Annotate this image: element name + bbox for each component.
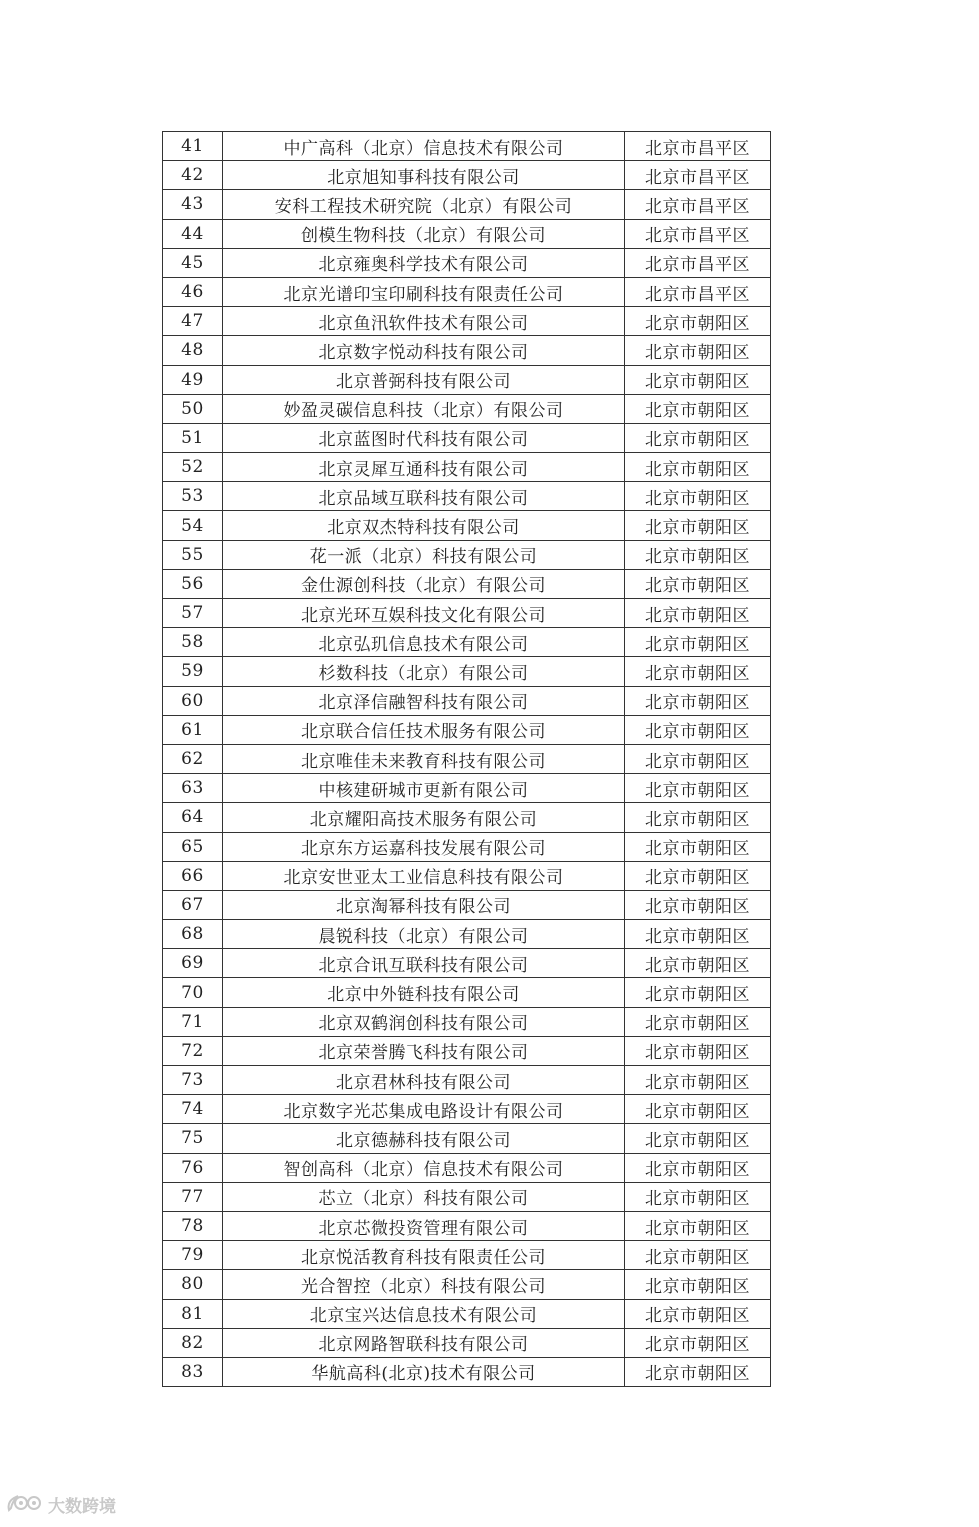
company-name: 北京灵犀互通科技有限公司 bbox=[223, 453, 625, 482]
row-number: 60 bbox=[163, 686, 223, 715]
district: 北京市朝阳区 bbox=[625, 365, 771, 394]
district: 北京市朝阳区 bbox=[625, 1241, 771, 1270]
district: 北京市朝阳区 bbox=[625, 1124, 771, 1153]
company-name: 北京耀阳高技术服务有限公司 bbox=[223, 803, 625, 832]
table-row bbox=[163, 365, 771, 394]
district: 北京市朝阳区 bbox=[625, 1299, 771, 1328]
district: 北京市朝阳区 bbox=[625, 628, 771, 657]
weibo-logo-icon bbox=[6, 1494, 44, 1516]
district: 北京市昌平区 bbox=[625, 190, 771, 219]
table-row bbox=[163, 1241, 771, 1270]
table-row bbox=[163, 219, 771, 248]
district: 北京市朝阳区 bbox=[625, 1211, 771, 1240]
company-name: 智创高科（北京）信息技术有限公司 bbox=[223, 1153, 625, 1182]
district: 北京市朝阳区 bbox=[625, 1357, 771, 1386]
row-number: 41 bbox=[163, 132, 223, 161]
district: 北京市昌平区 bbox=[625, 219, 771, 248]
company-name: 晨锐科技（北京）有限公司 bbox=[223, 920, 625, 949]
row-number: 82 bbox=[163, 1328, 223, 1357]
company-name: 北京唯佳未来教育科技有限公司 bbox=[223, 744, 625, 773]
row-number: 43 bbox=[163, 190, 223, 219]
district: 北京市朝阳区 bbox=[625, 686, 771, 715]
district: 北京市朝阳区 bbox=[625, 1153, 771, 1182]
row-number: 61 bbox=[163, 715, 223, 744]
table-row bbox=[163, 423, 771, 452]
company-name: 金仕源创科技（北京）有限公司 bbox=[223, 569, 625, 598]
table-row bbox=[163, 686, 771, 715]
company-name: 北京德赫科技有限公司 bbox=[223, 1124, 625, 1153]
district: 北京市朝阳区 bbox=[625, 482, 771, 511]
district: 北京市朝阳区 bbox=[625, 1182, 771, 1211]
table-row bbox=[163, 657, 771, 686]
row-number: 54 bbox=[163, 511, 223, 540]
district: 北京市朝阳区 bbox=[625, 569, 771, 598]
row-number: 77 bbox=[163, 1182, 223, 1211]
row-number: 51 bbox=[163, 423, 223, 452]
row-number: 53 bbox=[163, 482, 223, 511]
row-number: 50 bbox=[163, 394, 223, 423]
district: 北京市朝阳区 bbox=[625, 978, 771, 1007]
company-name: 北京光环互娱科技文化有限公司 bbox=[223, 599, 625, 628]
table-row bbox=[163, 1211, 771, 1240]
table-row bbox=[163, 978, 771, 1007]
table-row bbox=[163, 744, 771, 773]
table-row bbox=[163, 803, 771, 832]
row-number: 69 bbox=[163, 949, 223, 978]
company-name: 北京泽信融智科技有限公司 bbox=[223, 686, 625, 715]
table-row bbox=[163, 890, 771, 919]
company-table-body bbox=[163, 132, 771, 1387]
row-number: 71 bbox=[163, 1007, 223, 1036]
district: 北京市昌平区 bbox=[625, 248, 771, 277]
company-name: 北京蓝图时代科技有限公司 bbox=[223, 423, 625, 452]
district: 北京市朝阳区 bbox=[625, 861, 771, 890]
row-number: 49 bbox=[163, 365, 223, 394]
row-number: 63 bbox=[163, 774, 223, 803]
district: 北京市朝阳区 bbox=[625, 394, 771, 423]
company-name: 北京联合信任技术服务有限公司 bbox=[223, 715, 625, 744]
company-name: 北京雍奥科学技术有限公司 bbox=[223, 248, 625, 277]
table-row bbox=[163, 774, 771, 803]
district: 北京市朝阳区 bbox=[625, 803, 771, 832]
company-name: 北京宝兴达信息技术有限公司 bbox=[223, 1299, 625, 1328]
table-row bbox=[163, 540, 771, 569]
row-number: 68 bbox=[163, 920, 223, 949]
company-name: 北京合讯互联科技有限公司 bbox=[223, 949, 625, 978]
company-name: 北京网路智联科技有限公司 bbox=[223, 1328, 625, 1357]
district: 北京市朝阳区 bbox=[625, 920, 771, 949]
company-name: 北京荣誉腾飞科技有限公司 bbox=[223, 1036, 625, 1065]
company-name: 北京普弼科技有限公司 bbox=[223, 365, 625, 394]
table-row bbox=[163, 949, 771, 978]
company-name: 北京弘玑信息技术有限公司 bbox=[223, 628, 625, 657]
table-row bbox=[163, 190, 771, 219]
table-row bbox=[163, 277, 771, 306]
district: 北京市朝阳区 bbox=[625, 1036, 771, 1065]
row-number: 73 bbox=[163, 1066, 223, 1095]
row-number: 56 bbox=[163, 569, 223, 598]
table-row bbox=[163, 628, 771, 657]
table-row bbox=[163, 161, 771, 190]
company-name: 北京安世亚太工业信息科技有限公司 bbox=[223, 861, 625, 890]
row-number: 42 bbox=[163, 161, 223, 190]
row-number: 44 bbox=[163, 219, 223, 248]
row-number: 62 bbox=[163, 744, 223, 773]
table-row bbox=[163, 1095, 771, 1124]
company-name: 华航高科(北京)技术有限公司 bbox=[223, 1357, 625, 1386]
district: 北京市昌平区 bbox=[625, 161, 771, 190]
row-number: 64 bbox=[163, 803, 223, 832]
table-row bbox=[163, 1270, 771, 1299]
row-number: 72 bbox=[163, 1036, 223, 1065]
company-name: 中广高科（北京）信息技术有限公司 bbox=[223, 132, 625, 161]
company-name: 北京中外链科技有限公司 bbox=[223, 978, 625, 1007]
row-number: 81 bbox=[163, 1299, 223, 1328]
table-row bbox=[163, 1182, 771, 1211]
table-row bbox=[163, 1299, 771, 1328]
company-name: 妙盈灵碳信息科技（北京）有限公司 bbox=[223, 394, 625, 423]
row-number: 70 bbox=[163, 978, 223, 1007]
table-row bbox=[163, 715, 771, 744]
table-row bbox=[163, 307, 771, 336]
district: 北京市朝阳区 bbox=[625, 832, 771, 861]
table-row bbox=[163, 511, 771, 540]
row-number: 66 bbox=[163, 861, 223, 890]
row-number: 47 bbox=[163, 307, 223, 336]
company-name: 北京芯微投资管理有限公司 bbox=[223, 1211, 625, 1240]
district: 北京市昌平区 bbox=[625, 132, 771, 161]
company-name: 北京数字悦动科技有限公司 bbox=[223, 336, 625, 365]
row-number: 48 bbox=[163, 336, 223, 365]
company-name: 北京淘幂科技有限公司 bbox=[223, 890, 625, 919]
district: 北京市朝阳区 bbox=[625, 1066, 771, 1095]
district: 北京市朝阳区 bbox=[625, 1328, 771, 1357]
company-name: 创模生物科技（北京）有限公司 bbox=[223, 219, 625, 248]
table-row bbox=[163, 1153, 771, 1182]
row-number: 80 bbox=[163, 1270, 223, 1299]
district: 北京市朝阳区 bbox=[625, 336, 771, 365]
row-number: 46 bbox=[163, 277, 223, 306]
district: 北京市朝阳区 bbox=[625, 949, 771, 978]
row-number: 57 bbox=[163, 599, 223, 628]
row-number: 83 bbox=[163, 1357, 223, 1386]
company-name: 北京双鹤润创科技有限公司 bbox=[223, 1007, 625, 1036]
table-row bbox=[163, 1007, 771, 1036]
district: 北京市朝阳区 bbox=[625, 744, 771, 773]
company-name: 北京悦活教育科技有限责任公司 bbox=[223, 1241, 625, 1270]
table-row bbox=[163, 599, 771, 628]
district: 北京市朝阳区 bbox=[625, 890, 771, 919]
row-number: 52 bbox=[163, 453, 223, 482]
row-number: 45 bbox=[163, 248, 223, 277]
row-number: 74 bbox=[163, 1095, 223, 1124]
district: 北京市朝阳区 bbox=[625, 423, 771, 452]
district: 北京市朝阳区 bbox=[625, 715, 771, 744]
table-row bbox=[163, 482, 771, 511]
company-name: 花一派（北京）科技有限公司 bbox=[223, 540, 625, 569]
row-number: 59 bbox=[163, 657, 223, 686]
watermark-text: 大数跨境 bbox=[48, 1497, 116, 1517]
table-row bbox=[163, 569, 771, 598]
company-name: 北京光谱印宝印刷科技有限责任公司 bbox=[223, 277, 625, 306]
company-name: 北京东方运嘉科技发展有限公司 bbox=[223, 832, 625, 861]
company-name: 北京旭知事科技有限公司 bbox=[223, 161, 625, 190]
table-row bbox=[163, 132, 771, 161]
district: 北京市朝阳区 bbox=[625, 1095, 771, 1124]
company-name: 中核建研城市更新有限公司 bbox=[223, 774, 625, 803]
district: 北京市朝阳区 bbox=[625, 1007, 771, 1036]
table-row bbox=[163, 394, 771, 423]
row-number: 58 bbox=[163, 628, 223, 657]
table-row bbox=[163, 248, 771, 277]
watermark bbox=[6, 1492, 116, 1517]
row-number: 79 bbox=[163, 1241, 223, 1270]
company-name: 芯立（北京）科技有限公司 bbox=[223, 1182, 625, 1211]
row-number: 78 bbox=[163, 1211, 223, 1240]
company-name: 安科工程技术研究院（北京）有限公司 bbox=[223, 190, 625, 219]
company-name: 杉数科技（北京）有限公司 bbox=[223, 657, 625, 686]
district: 北京市朝阳区 bbox=[625, 453, 771, 482]
district: 北京市朝阳区 bbox=[625, 540, 771, 569]
table-row bbox=[163, 453, 771, 482]
row-number: 67 bbox=[163, 890, 223, 919]
district: 北京市朝阳区 bbox=[625, 307, 771, 336]
company-name: 北京鱼汛软件技术有限公司 bbox=[223, 307, 625, 336]
row-number: 76 bbox=[163, 1153, 223, 1182]
company-name: 光合智控（北京）科技有限公司 bbox=[223, 1270, 625, 1299]
district: 北京市朝阳区 bbox=[625, 511, 771, 540]
company-name: 北京双杰特科技有限公司 bbox=[223, 511, 625, 540]
district: 北京市朝阳区 bbox=[625, 774, 771, 803]
row-number: 75 bbox=[163, 1124, 223, 1153]
table-row bbox=[163, 336, 771, 365]
table-row bbox=[163, 1357, 771, 1386]
row-number: 65 bbox=[163, 832, 223, 861]
company-table bbox=[162, 131, 771, 1387]
table-row bbox=[163, 1066, 771, 1095]
table-row bbox=[163, 1036, 771, 1065]
district: 北京市朝阳区 bbox=[625, 657, 771, 686]
district: 北京市昌平区 bbox=[625, 277, 771, 306]
company-name: 北京数字光芯集成电路设计有限公司 bbox=[223, 1095, 625, 1124]
table-row bbox=[163, 1124, 771, 1153]
company-name: 北京品域互联科技有限公司 bbox=[223, 482, 625, 511]
row-number: 55 bbox=[163, 540, 223, 569]
table-row bbox=[163, 1328, 771, 1357]
table-row bbox=[163, 832, 771, 861]
district: 北京市朝阳区 bbox=[625, 599, 771, 628]
district: 北京市朝阳区 bbox=[625, 1270, 771, 1299]
table-row bbox=[163, 920, 771, 949]
company-name: 北京君林科技有限公司 bbox=[223, 1066, 625, 1095]
table-row bbox=[163, 861, 771, 890]
